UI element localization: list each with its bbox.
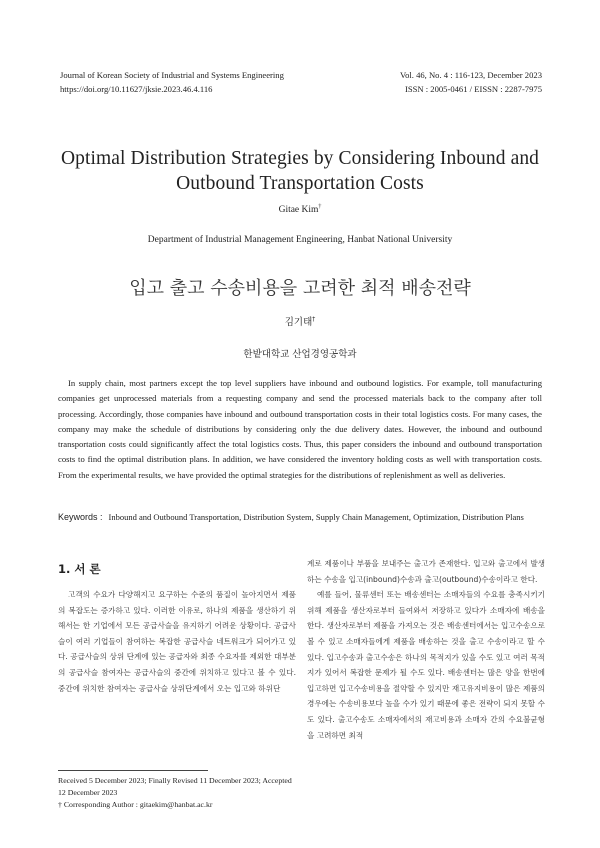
journal-name: Journal of Korean Society of Industrial and Systems Engineering	[60, 70, 284, 80]
body-right-paragraph-2: 예를 들어, 물류센터 또는 배송센터는 소매자들의 수요를 충족시키기 위해 제품을 생산자로부터 들여와서 저장하고 있다가 소매자에 배송을 한다. 생산자로부터 제품을 가져오는 것은 배송센터에서는 입고수송으로 볼 수 있고 소매자들에게 제품을 배송하는 것을 출고 수송이라고 할 수 있다. 입고수송과 출고수송은 하나의 목적지가 있을 수도 있고 여러 목적지가 있어서 복잡한 문제가 될 수도 있다. 배송센터는 많은 양을 한번에 입고하면 입고수송비용을 절약할 수 있지만 재고유지비용이 많은 제품의 경우에는 수송비용보다 높을 수가 있기 때문에 좋은 전략이 되지 못할 수도 있다. 출고수송도 소매자에서의 재고비용과 소매자 간의 수요불균형을 고려하면 최적	[307, 590, 545, 740]
footnote-received: Received 5 December 2023; Finally Revised 11 December 2023; Accepted 12 December 2023	[58, 776, 292, 798]
author-en-name: Gitae Kim	[278, 205, 319, 215]
footnote-divider	[58, 770, 208, 771]
author-ko-mark: †	[312, 315, 316, 323]
author-ko-name: 김기태	[284, 317, 313, 328]
footnote	[58, 775, 296, 812]
title-en-line2: Outbound Transportation Costs	[176, 173, 424, 194]
paper-title-ko: 입고 출고 수송비용을 고려한 최적 배송전략	[129, 278, 471, 299]
keywords	[58, 510, 542, 524]
author-en	[0, 205, 600, 215]
author-ko	[0, 314, 600, 328]
issn-info: ISSN : 2005-0461 / EISSN : 2287-7975	[404, 84, 542, 94]
issue-header	[400, 68, 542, 96]
section-heading: 1. 서 론	[58, 562, 101, 576]
body-left-column: 고객의 수요가 다양해지고 요구하는 수준의 품질이 높아지면서 제품의 복잡도는 증가하고 있다. 이러한 이유로, 하나의 제품을 생산하기 위해서는 한 기업에서 모든 공급사슬을 유지하기 어려운 상황이다. 공급사슬이 여러 기업들이 참여하는 복잡한 공급사슬 네트워크가 되어가고 있다. 공급사슬의 상위 단계에 있는 공급자와 최종 수요자를 제외한 대부분의 공급사슬 참여자는 공급사슬의 중간에 위치하고 있다고 볼 수 있다. 중간에 위치한 참여자는 공급사슬 상위단계에서 오는 입고와 하위단	[58, 590, 296, 693]
paper-title-en	[40, 146, 560, 196]
affiliation-en: Department of Industrial Management Engineering, Hanbat National University	[147, 235, 453, 245]
volume-info: Vol. 46, No. 4 : 116-123, December 2023	[399, 70, 542, 80]
title-en-line1: Optimal Distribution Strategies by Considering Inbound and	[60, 148, 540, 169]
keywords-text: Inbound and Outbound Transportation, Distribution System, Supply Chain Management, Optimization, Distribution Plans	[108, 512, 524, 522]
footnote-corresponding-line	[58, 799, 296, 811]
keywords-label: Keywords :	[58, 512, 103, 522]
footnote-mark: †	[58, 800, 62, 810]
author-en-mark: †	[318, 203, 322, 210]
affiliation-ko: 한밭대학교 산업경영공학과	[243, 349, 357, 360]
abstract: In supply chain, most partners except the top level suppliers have inbound and outbound logistics. For example, toll manufacturing companies get unprocessed materials from a requesting company and send the processed materials back to the company after toll processing. Accordingly, those companies have inbound and outbound transportation costs in their total logistics costs. For many cases, the company may make the schedule of distributions by considering only the due delivery dates. However, the inbound and outbound transportation costs could significantly affect the total logistics costs. Thus, this paper considers the inbound and outbound transportation costs to find the optimal distribution plans. In addition, we have considered the inventory holding costs as well with transportation costs. From the experimental results, we have provided the optimal strategies for the distributions of replenishment as well as deliveries.	[58, 378, 542, 480]
footnote-corresponding[interactable]: Corresponding Author : gitaekim@hanbat.ac.kr	[63, 800, 213, 810]
body-right-paragraph-1: 계로 제품이나 부품을 보내주는 출고가 존재한다. 입고와 출고에서 발생하는 수송을 입고(inbound)수송과 출고(outbound)수송이라고 한다.	[307, 559, 545, 584]
journal-header	[60, 68, 284, 96]
body-right-column	[307, 556, 545, 743]
doi-link[interactable]: https://doi.org/10.11627/jksie.2023.46.4.116	[60, 84, 213, 94]
